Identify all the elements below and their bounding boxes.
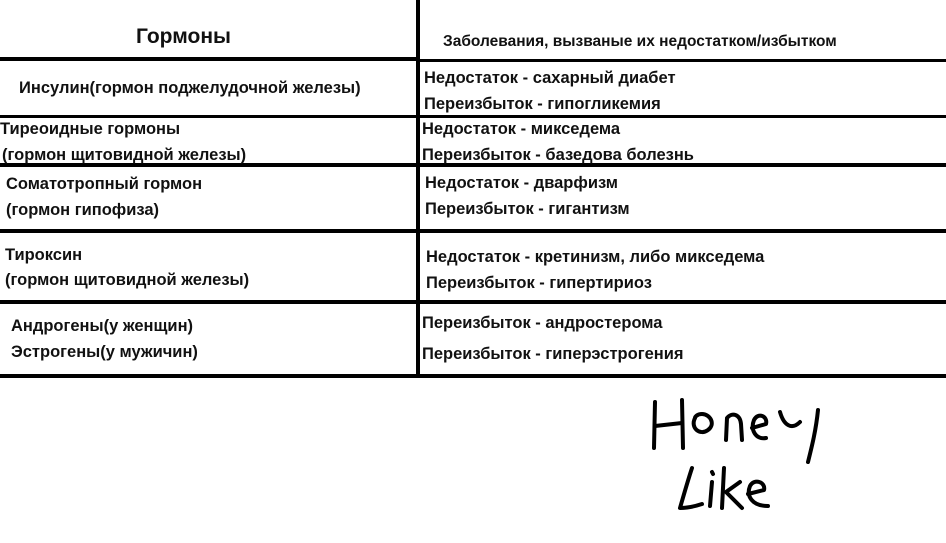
hormone-cell: (гормон щитовидной железы): [2, 146, 247, 164]
hormone-cell: Инсулин(гормон поджелудочной железы): [19, 79, 361, 97]
effect-cell: Переизбыток - гипогликемия: [424, 95, 661, 113]
effect-cell: Переизбыток - гигантизм: [425, 200, 630, 218]
hormone-cell: (гормон гипофиза): [6, 201, 160, 219]
effect-cell: Переизбыток - андростерома: [422, 314, 663, 332]
header-diseases: Заболевания, вызваные их недостатком/избытком: [443, 33, 837, 50]
effect-cell: Переизбыток - гиперэстрогения: [422, 345, 684, 363]
hormone-cell: Соматотропный гормон: [6, 175, 203, 193]
effect-cell: Недостаток - микседема: [422, 120, 621, 138]
effect-cell: Недостаток - дварфизм: [425, 174, 618, 192]
handwritten-signature: [640, 390, 850, 525]
row-divider: [0, 115, 946, 118]
hormone-cell: Тироксин: [5, 246, 83, 264]
row-divider: [0, 229, 946, 233]
hormone-cell: Тиреоидные гормоны: [0, 120, 181, 138]
effect-cell: Переизбыток - базедова болезнь: [422, 146, 694, 164]
effect-cell: Недостаток - кретинизм, либо микседема: [426, 248, 765, 266]
effect-cell: Недостаток - сахарный диабет: [424, 69, 676, 87]
effect-cell: Переизбыток - гипертириоз: [426, 274, 652, 292]
row-divider: [0, 57, 416, 61]
row-divider: [0, 300, 946, 304]
header-hormones: Гормоны: [136, 25, 231, 48]
hormone-cell: Андрогены(у женщин): [11, 317, 194, 335]
column-divider: [416, 0, 420, 378]
row-divider: [420, 59, 946, 62]
table-bottom-border: [0, 374, 946, 378]
hormone-cell: (гормон щитовидной железы): [5, 271, 250, 289]
hormone-cell: Эстрогены(у мужичин): [11, 343, 198, 361]
